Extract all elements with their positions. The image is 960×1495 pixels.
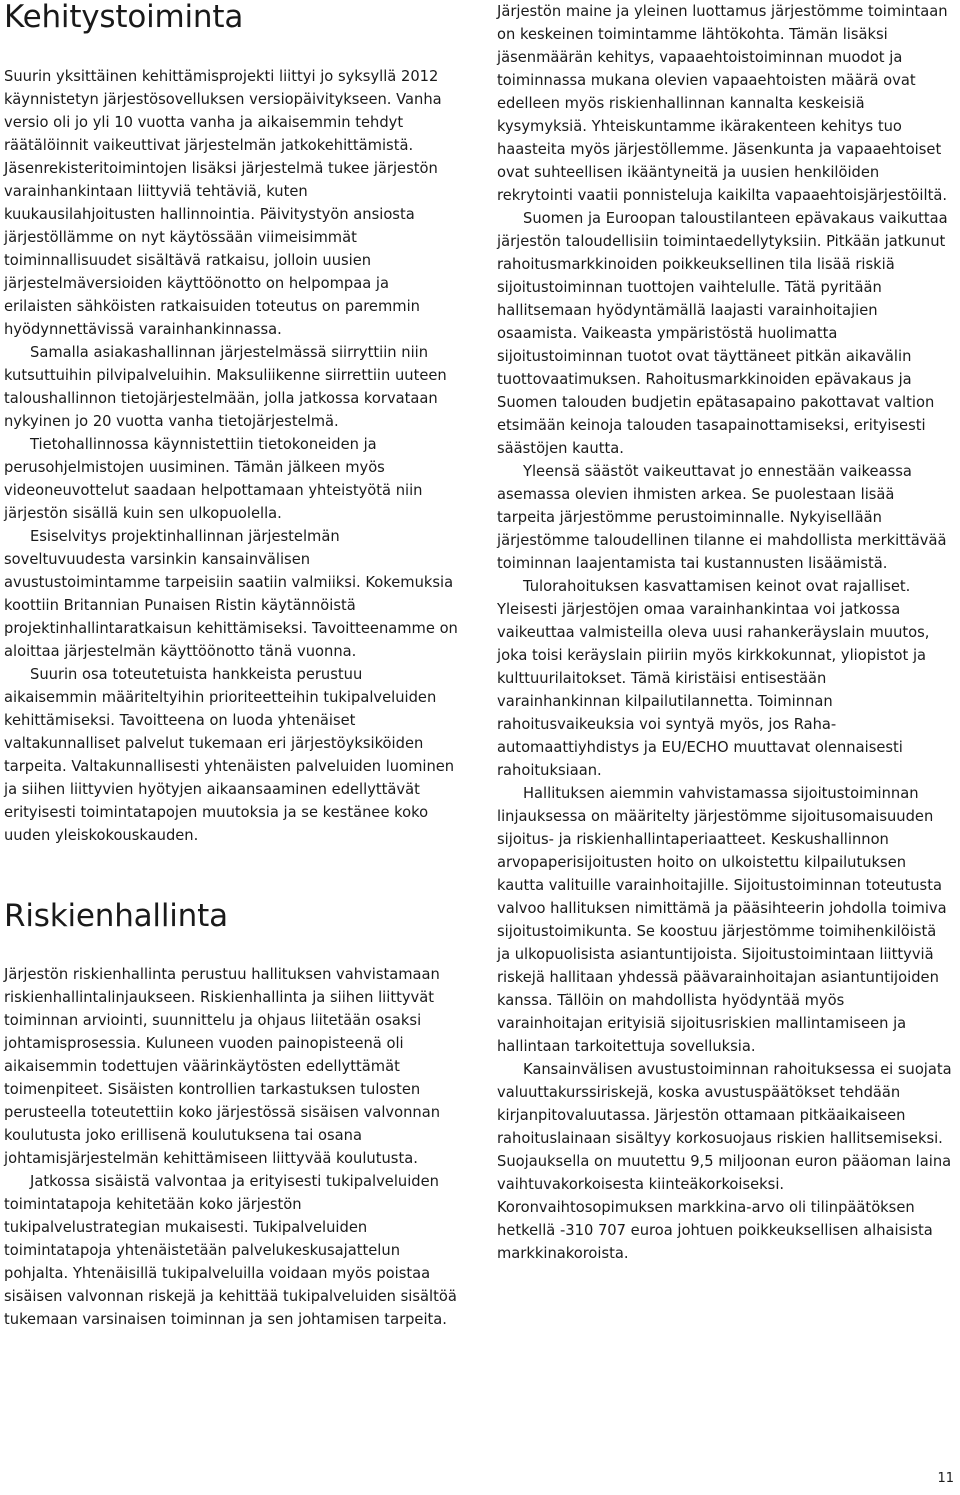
paragraph: Jatkossa sisäistä valvontaa ja erityisesti tukipalveluiden toimintatapoja kehitetään koko järjestön tukipalvelustrategian mukaisesti. Tukipalveluiden toimintatapoja yhtenäistetään palvelukeskusajattelun pohjalta. Yhtenäisillä tukipalveluilla voidaan myös poistaa sisäisen valvonnan riskejä ja kehittää tukipalveluiden sisältöä tukemaan varsinaisen toiminnan ja sen johtamisen tarpeita.	[4, 1173, 457, 1328]
section-heading-riskienhallinta: Riskienhallinta	[4, 898, 228, 934]
paragraph: Jäsenrekisteritoimintojen lisäksi järjestelmä tukee järjestön varainhankintaan liittyviä tehtäviä, kuten kuukausilahjoitusten hallinnointia. Päivitystyön ansiosta järjestöllämme on nyt käytössään viimeisimmät toiminnallisuudet sisältävä ratkaisu, jolloin uusien järjestelmäversioiden käyttöönotto on helpompaa ja erilaisten sähköisten ratkaisuiden toteutus on paremmin hyödynnettävissä varainhankinnassa.	[4, 160, 438, 338]
paragraph: Kansainvälisen avustustoiminnan rahoituksessa ei suojata valuuttakurssiriskejä, koska avustuspäätökset tehdään kirjanpitovaluutassa. Järjestön ottamaan pitkäaikaiseen rahoituslainaan sisältyy korkosuojaus riskien hallitsemiseksi. Suojauksella on muutettu 9,5 miljoonan euron pääoman laina vaihtuvakorkoisesta kiinteäkorkoiseksi. Koronvaihtosopimuksen markkina-arvo oli tilinpäätöksen hetkellä -310 707 euroa johtuen poikkeuksellisen alhaisista markkinakoroista.	[497, 1061, 952, 1262]
page-number: 11	[937, 1471, 954, 1486]
paragraph: Esiselvitys projektinhallinnan järjestelmän soveltuvuudesta varsinkin kansainvälisen avustustoimintamme tarpeisiin saatiin valmiiksi. Kokemuksia koottiin Britannian Punaisen Ristin käytännöistä projektinhallintaratkaisun kehittämiseksi. Tavoitteenamme on aloittaa järjestelmän käyttöönotto tänä vuonna.	[4, 528, 458, 660]
left-column	[4, 0, 460, 1331]
paragraph: Tietohallinnossa käynnistettiin tietokoneiden ja perusohjelmistojen uusiminen. Tämän jälkeen myös videoneuvottelut saadaan helpottamaan yhteistyötä niin järjestön sisällä kuin sen ulkopuolella.	[4, 436, 423, 522]
paragraph: Samalla asiakashallinnan järjestelmässä siirryttiin niin kutsuttuihin pilvipalveluihin. Maksuliikenne siirrettiin uuteen taloushallinnon tietojärjestelmään, jolla jatkossa korvataan nykyinen jo 20 vuotta vanha tietojärjestelmä.	[4, 344, 447, 430]
paragraph: Järjestön riskienhallinta perustuu hallituksen vahvistamaan riskienhallintalinjaukseen. Riskienhallinta ja siihen liittyvät toiminnan arviointi, suunnittelu ja ohjaus liitetään osaksi johtamisprosessia. Kuluneen vuoden painopisteenä oli aikaisemmin todettujen väärinkäytösten edellyttämät toimenpiteet. Sisäisten kontrollien tarkastuksen tulosten perusteella toteutettiin koko järjestössä sisäisen valvonnan koulutusta joko erillisenä koulutuksena tai osana johtamisjärjestelmän kehittämiseen liittyvää koulutusta.	[4, 966, 441, 1167]
paragraph: Suomen ja Euroopan taloustilanteen epävakaus vaikuttaa järjestön taloudellisiin toimintaedellytyksiin. Pitkään jatkunut rahoitusmarkkinoiden poikkeuksellinen tila lisää riskiä sijoitustoiminnan tuottojen vaihtelulle. Tätä pyritään hallitsemaan hyödyntämällä laajasti varainhoitajien osaamista. Vaikeasta ympäristöstä huolimatta sijoitustoiminnan tuotot ovat täyttäneet pitkän aikavälin tuottovaatimuksen. Rahoitusmarkkinoiden epävakaus ja Suomen talouden budjetin epätasapaino pakottavat valtion etsimään keinoja talouden tasapainottamiseksi, erityisesti säästöjen kautta.	[497, 210, 948, 457]
section-heading-kehitystoiminta: Kehitystoiminta	[4, 0, 244, 35]
paragraph: Tulorahoituksen kasvattamisen keinot ovat rajalliset. Yleisesti järjestöjen omaa varainhankintaa voi jatkossa vaikeuttaa valmisteilla oleva uusi rahankeräyslain muutos, joka toisi keräyslain piiriin myös kirkkokunnat, yliopistot ja kulttuurilaitokset. Tämä kiristäisi entisestään varainhankinnan kilpailutilannetta. Toiminnan rahoitusvaikeuksia voi syntyä myös, jos Raha-automaattiyhdistys ja EU/ECHO muuttavat olennaisesti rahoituksiaan.	[497, 578, 930, 779]
right-column	[497, 0, 953, 1265]
paragraph: Suurin yksittäinen kehittämisprojekti liittyi jo syksyllä 2012 käynnistetyn järjestösovelluksen versiopäivitykseen. Vanha versio oli jo yli 10 vuotta vanha ja aikaisemmin tehdyt räätälöinnit vaikeuttivat järjestelmän jatkokehittämistä.	[4, 68, 442, 154]
paragraph: Hallituksen aiemmin vahvistamassa sijoitustoiminnan linjauksessa on määritelty järjestömme sijoitusomaisuuden sijoitus- ja riskienhallintaperiaatteet. Keskushallinnon arvopaperisijoitusten hoito on ulkoistettu kilpailutuksen kautta valituille varainhoitajille. Sijoitustoiminnan toteutusta valvoo hallituksen nimittämä ja pääsihteerin johdolla toimiva sijoitustoimikunta. Se koostuu järjestömme toimihenkilöistä ja ulkopuolisista asiantuntijoista. Sijoitustoimintaan liittyviä riskejä hallitaan yhdessä päävarainhoitajan asiantuntijoiden kanssa. Tällöin on mahdollista hyödyntää myös varainhoitajan erityisiä sijoitusriskien mallintamiseen ja hallintaan tarkoitettuja sovelluksia.	[497, 785, 947, 1055]
paragraph: Järjestön maine ja yleinen luottamus järjestömme toimintaan on keskeinen toimintamme lähtökohta. Tämän lisäksi jäsenmäärän kehitys, vapaaehtoistoiminnan muodot ja toiminnassa mukana olevien vapaaehtoisten määrä ovat edelleen myös riskienhallinnan kannalta keskeisiä kysymyksiä. Yhteiskuntamme ikärakenteen kehitys tuo haasteita myös järjestöllemme. Jäsenkunta ja vapaaehtoiset ovat suhteellisen ikääntyneitä ja uusien henkilöiden rekrytointi vaatii ponnisteluja kaikilta vapaaehtoisjärjestöiltä.	[497, 3, 948, 204]
paragraph: Suurin osa toteutetuista hankkeista perustuu aikaisemmin määriteltyihin prioriteetteihin tukipalveluiden kehittämiseksi. Tavoitteena on luoda yhtenäiset valtakunnalliset palvelut tukemaan eri järjestöyksiköiden tarpeita. Valtakunnallisesti yhtenäisten palveluiden luominen ja siihen liittyvien hyötyjen aikaansaaminen edellyttävät erityisesti toimintatapojen muutoksia ja se kestänee koko uuden yleiskokouskauden.	[4, 666, 455, 844]
paragraph: Yleensä säästöt vaikeuttavat jo ennestään vaikeassa asemassa olevien ihmisten arkea. Se puolestaan lisää tarpeita järjestömme perustoiminnalle. Nykyisellään järjestömme taloudellinen tilanne ei mahdollista merkittävää toiminnan laajentamista tai kustannusten lisäämistä.	[497, 463, 947, 572]
